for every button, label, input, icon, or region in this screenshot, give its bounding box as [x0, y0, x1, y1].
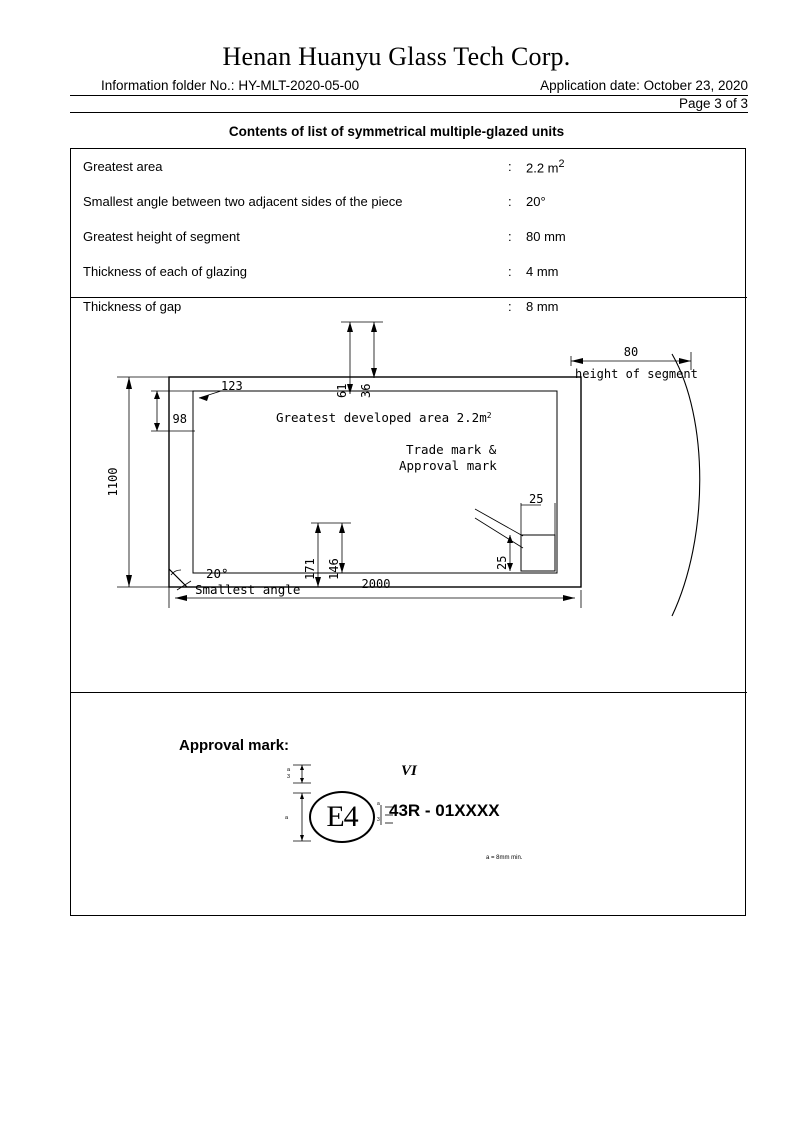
page-title: Henan Huanyu Glass Tech Corp. — [222, 42, 571, 71]
dim-61-label: 61 — [335, 383, 349, 398]
spec-value-text: 2.2 m — [526, 160, 559, 176]
approval-mark-section — [71, 693, 747, 916]
information-folder-number: Information folder No.: HY-MLT-2020-05-00 — [101, 78, 360, 93]
spec-colon: : — [508, 194, 512, 209]
smallest-angle-label: Smallest angle — [195, 582, 301, 597]
page-number: Page 3 of 3 — [678, 96, 748, 111]
spec-value: 80 mm — [526, 229, 566, 244]
trade-mark-line-1: Trade mark & — [406, 442, 497, 457]
drawing-svg — [71, 298, 747, 692]
spec-label: Greatest area — [83, 159, 163, 174]
spec-label: Greatest height of segment — [83, 229, 240, 244]
application-date: Application date: October 23, 2020 — [540, 78, 748, 93]
approval-mark-note: a = 8mm min. — [486, 855, 523, 861]
e-mark-circle: E4 — [309, 791, 375, 843]
trade-mark-line-2: Approval mark — [399, 458, 497, 473]
tick-label-a-left: a — [285, 815, 289, 821]
header-divider-bottom — [70, 112, 748, 113]
dim-36-label: 36 — [359, 383, 373, 398]
table-row — [71, 149, 745, 184]
spec-value: 4 mm — [526, 264, 559, 279]
table-row — [71, 219, 745, 254]
mark-class-vi: VI — [401, 763, 417, 779]
dim-1100-label: 1100 — [106, 467, 120, 497]
spec-colon: : — [508, 159, 512, 174]
dim-146-label: 146 — [327, 558, 341, 580]
tick-label-3-top: 3 — [287, 774, 291, 780]
approval-mark-graphic — [281, 763, 611, 878]
spec-label: Smallest angle between two adjacent sides of the piece — [83, 194, 403, 209]
spec-value — [526, 149, 745, 184]
dim-2000-label: 2000 — [361, 577, 391, 591]
table-row — [71, 254, 745, 289]
dim-25-vertical-label: 25 — [495, 555, 509, 570]
contents-title: Contents of list of symmetrical multiple-glazed units — [228, 124, 565, 139]
greatest-area-annotation — [276, 410, 492, 425]
dim-171-label: 171 — [303, 558, 317, 580]
angle-value-label: 20° — [206, 566, 229, 581]
approval-number: 43R - 01XXXX — [389, 801, 500, 820]
greatest-area-annotation-sup: 2 — [486, 411, 492, 420]
tick-label-a-top: a — [287, 767, 291, 773]
greatest-area-annotation-text: Greatest developed area 2.2m — [276, 410, 487, 425]
spec-label: Thickness of each of glazing — [83, 264, 248, 279]
technical-drawing — [71, 298, 747, 692]
height-of-segment-label: height of segment — [575, 367, 698, 381]
spec-label: Thickness of gap — [83, 299, 182, 314]
approval-mark-title: Approval mark: — [179, 737, 290, 754]
spec-colon: : — [508, 229, 512, 244]
dim-123-label: 123 — [221, 379, 243, 393]
spec-colon: : — [508, 299, 512, 314]
tick-label-small-1: a — [377, 801, 380, 807]
dim-25-horizontal-label: 25 — [529, 492, 544, 506]
tick-label-small-2: 3 — [377, 817, 380, 823]
spec-value: 8 mm — [526, 299, 559, 314]
spec-colon: : — [508, 264, 512, 279]
spec-value-superscript: 2 — [558, 157, 565, 170]
dim-98-label: 98 — [172, 412, 187, 426]
main-content-box — [70, 148, 746, 916]
dim-80-label: 80 — [623, 345, 639, 359]
table-row — [71, 184, 745, 219]
spec-value: 20° — [526, 194, 546, 209]
